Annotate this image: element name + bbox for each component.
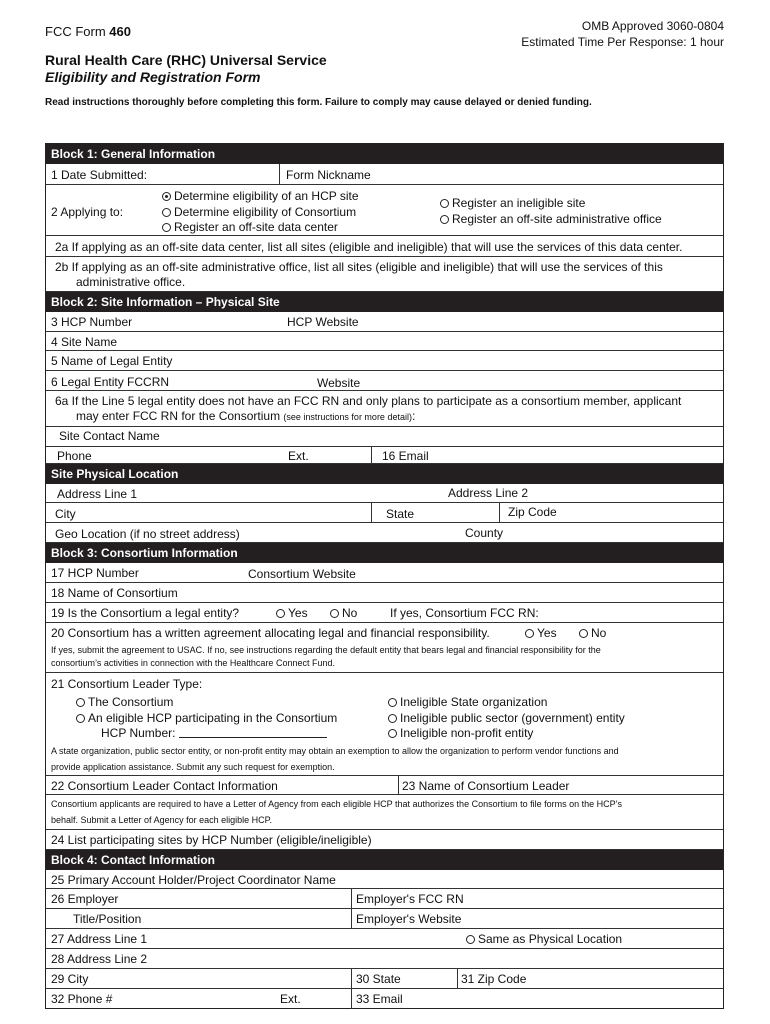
time-estimate: Estimated Time Per Response: 1 hour xyxy=(521,35,724,49)
participating-sites-row xyxy=(46,830,723,850)
city-row xyxy=(46,503,723,523)
registration-form xyxy=(45,143,724,1009)
phone-field[interactable]: Phone xyxy=(57,449,92,463)
radio-icon xyxy=(162,208,171,217)
omb-info xyxy=(521,18,724,50)
leader-contact-field[interactable]: 22 Consortium Leader Contact Information xyxy=(51,779,278,793)
instructions-note: Read instructions thoroughly before completing this form. Failure to comply may cause delayed or denied funding. xyxy=(45,97,592,108)
legal-fccrn-field[interactable]: 6 Legal Entity FCCRN xyxy=(51,375,170,389)
leader-type-row: 21 Consortium Leader Type: The Consortium An eligible HCP participating in the Consortium HCP Number: Ineligible State organization Ineligible public sector (government) entity Ineligible non-profit entity A state organization, public sector entity, or non-profit entity may obtain an exemption to allow the organization to perform vendor functions and provide application assistance. Submit any such request for exemption. xyxy=(46,673,723,776)
leader-state-option[interactable]: Ineligible State organization xyxy=(388,695,547,709)
block1-header: Block 1: General Information xyxy=(46,144,723,164)
leader-consortium-option[interactable]: The Consortium xyxy=(76,695,173,709)
title-position-row xyxy=(46,909,723,929)
contact-address2-row xyxy=(46,949,723,969)
block2-header: Block 2: Site Information – Physical Site xyxy=(46,292,723,312)
address-line1-field[interactable]: Address Line 1 xyxy=(57,487,138,501)
contact-ext-field[interactable]: Ext. xyxy=(280,992,301,1006)
date-submitted-field[interactable]: 1 Date Submitted: xyxy=(51,168,148,182)
omb-number: OMB Approved 3060-0804 xyxy=(581,19,724,33)
contact-email-field[interactable]: 33 Email xyxy=(356,992,403,1006)
address-row xyxy=(46,484,723,503)
geo-row xyxy=(46,523,723,543)
form-title xyxy=(45,24,131,39)
radio-icon xyxy=(388,714,397,723)
radio-icon xyxy=(162,223,171,232)
radio-icon xyxy=(276,609,285,618)
legal-entity-row xyxy=(46,351,723,371)
radio-icon xyxy=(162,192,171,201)
legal-entity-field[interactable]: 5 Name of Legal Entity xyxy=(51,354,173,368)
legal-fccrn-row xyxy=(46,371,723,391)
line-2b: 2b If applying as an off-site administrative office, list all sites (eligible and ineligible) that will use the services of this administrative office. xyxy=(46,257,723,292)
consortium-hcp-row xyxy=(46,563,723,583)
agreement-no-option[interactable]: No xyxy=(579,626,606,640)
site-name-field[interactable]: 4 Site Name xyxy=(51,335,118,349)
radio-icon xyxy=(466,935,475,944)
radio-icon xyxy=(330,609,339,618)
radio-icon xyxy=(76,714,85,723)
consortium-name-field[interactable]: 18 Name of Consortium xyxy=(51,586,178,600)
date-submitted-row xyxy=(46,164,723,185)
radio-icon xyxy=(579,629,588,638)
loa-note-row: Consortium applicants are required to have a Letter of Agency from each eligible HCP that authorizes the Consortium to file forms on the HCP’s behalf. Submit a Letter of Agency for each eligible HCP. xyxy=(46,795,723,830)
contact-address2-field[interactable]: 28 Address Line 2 xyxy=(51,952,148,966)
contact-city-row xyxy=(46,969,723,989)
option-consortium[interactable]: Determine eligibility of Consortium xyxy=(162,205,356,219)
leader-hcp-option[interactable]: An eligible HCP participating in the Consortium xyxy=(76,711,337,725)
primary-holder-field[interactable]: 25 Primary Account Holder/Project Coordinator Name xyxy=(51,873,336,887)
block3-header: Block 3: Consortium Information xyxy=(46,543,723,563)
form-label: FCC Form xyxy=(45,24,106,39)
site-contact-row xyxy=(46,427,723,447)
option-data-center[interactable]: Register an off-site data center xyxy=(162,220,338,234)
primary-holder-row xyxy=(46,870,723,889)
form-nickname-field[interactable]: Form Nickname xyxy=(286,168,371,182)
line-6a: 6a If the Line 5 legal entity does not have an FCC RN and only plans to participate as a consortium member, applicant may enter FCC RN for the Consortium (see instructions for more detail): xyxy=(46,391,723,427)
county-field[interactable]: County xyxy=(465,526,504,540)
radio-icon xyxy=(525,629,534,638)
location-header: Site Physical Location xyxy=(46,464,723,484)
leader-name-field[interactable]: 23 Name of Consortium Leader xyxy=(402,779,570,793)
state-field[interactable]: State xyxy=(386,507,415,521)
hcp-number-underline xyxy=(179,726,327,738)
hcp-number-field[interactable]: 3 HCP Number xyxy=(51,315,133,329)
block4-header: Block 4: Contact Information xyxy=(46,850,723,870)
same-as-physical-option[interactable]: Same as Physical Location xyxy=(466,932,622,946)
radio-icon xyxy=(76,698,85,707)
zip-field[interactable]: Zip Code xyxy=(508,505,557,519)
title-position-field[interactable]: Title/Position xyxy=(73,912,142,926)
applying-to-label: 2 Applying to: xyxy=(51,205,124,219)
address-line2-field[interactable]: Address Line 2 xyxy=(448,486,529,500)
contact-phone-row xyxy=(46,989,723,1009)
option-ineligible-site[interactable]: Register an ineligible site xyxy=(440,196,585,210)
option-admin-office[interactable]: Register an off-site administrative office xyxy=(440,212,662,226)
consortium-fccrn-field[interactable]: If yes, Consortium FCC RN: xyxy=(390,606,539,620)
city-field[interactable]: City xyxy=(55,507,76,521)
consortium-hcp-field[interactable]: 17 HCP Number xyxy=(51,566,139,580)
participating-sites-field[interactable]: 24 List participating sites by HCP Number (eligible/ineligible) xyxy=(51,833,372,847)
geo-location-field[interactable]: Geo Location (if no street address) xyxy=(55,527,240,541)
leader-nonprofit-option[interactable]: Ineligible non-profit entity xyxy=(388,726,533,740)
employer-fccrn-field[interactable]: Employer's FCC RN xyxy=(356,892,464,906)
option-hcp-site[interactable]: Determine eligibility of an HCP site xyxy=(162,189,359,203)
employer-field[interactable]: 26 Employer xyxy=(51,892,119,906)
leader-public-option[interactable]: Ineligible public sector (government) entity xyxy=(388,711,625,725)
contact-zip-field[interactable]: 31 Zip Code xyxy=(461,972,527,986)
agreement-row: 20 Consortium has a written agreement allocating legal and financial responsibility. Yes No If yes, submit the agreement to USAC. If no, see instructions regarding the default entity that bears legal and financial responsibility for the consortium’s activities in connection with the Healthcare Connect Fund. xyxy=(46,623,723,673)
ext-field[interactable]: Ext. xyxy=(288,449,309,463)
contact-address1-row xyxy=(46,929,723,949)
agreement-yes-option[interactable]: Yes xyxy=(525,626,557,640)
legal-entity-question-row: 19 Is the Consortium a legal entity? Yes No If yes, Consortium FCC RN: xyxy=(46,603,723,623)
employer-row xyxy=(46,889,723,909)
legal-yes-option[interactable]: Yes xyxy=(276,606,308,620)
phone-row xyxy=(46,447,723,464)
leader-hcp-number-field[interactable]: HCP Number: xyxy=(101,726,327,740)
page-subtitle: Eligibility and Registration Form xyxy=(45,69,261,85)
consortium-website-field[interactable]: Consortium Website xyxy=(248,567,356,581)
form-number: 460 xyxy=(109,24,131,39)
consortium-name-row xyxy=(46,583,723,603)
site-name-row xyxy=(46,332,723,351)
legal-no-option[interactable]: No xyxy=(330,606,357,620)
leader-contact-row xyxy=(46,776,723,795)
applying-to-row xyxy=(46,185,723,236)
contact-state-field[interactable]: 30 State xyxy=(356,972,401,986)
hcp-website-field[interactable]: HCP Website xyxy=(287,315,359,329)
radio-icon xyxy=(388,698,397,707)
line-2a: 2a If applying as an off-site data center, list all sites (eligible and ineligible) that will use the services of this data center. xyxy=(46,236,723,257)
site-contact-field[interactable]: Site Contact Name xyxy=(59,429,160,443)
website-field[interactable]: Website xyxy=(317,376,361,390)
contact-phone-field[interactable]: 32 Phone # xyxy=(51,992,113,1006)
contact-city-field[interactable]: 29 City xyxy=(51,972,89,986)
page-title: Rural Health Care (RHC) Universal Service xyxy=(45,52,327,68)
radio-icon xyxy=(440,215,449,224)
radio-icon xyxy=(388,729,397,738)
email-field[interactable]: 16 Email xyxy=(382,449,429,463)
radio-icon xyxy=(440,199,449,208)
employer-website-field[interactable]: Employer's Website xyxy=(356,912,462,926)
hcp-number-row xyxy=(46,312,723,332)
contact-address1-field[interactable]: 27 Address Line 1 xyxy=(51,932,148,946)
